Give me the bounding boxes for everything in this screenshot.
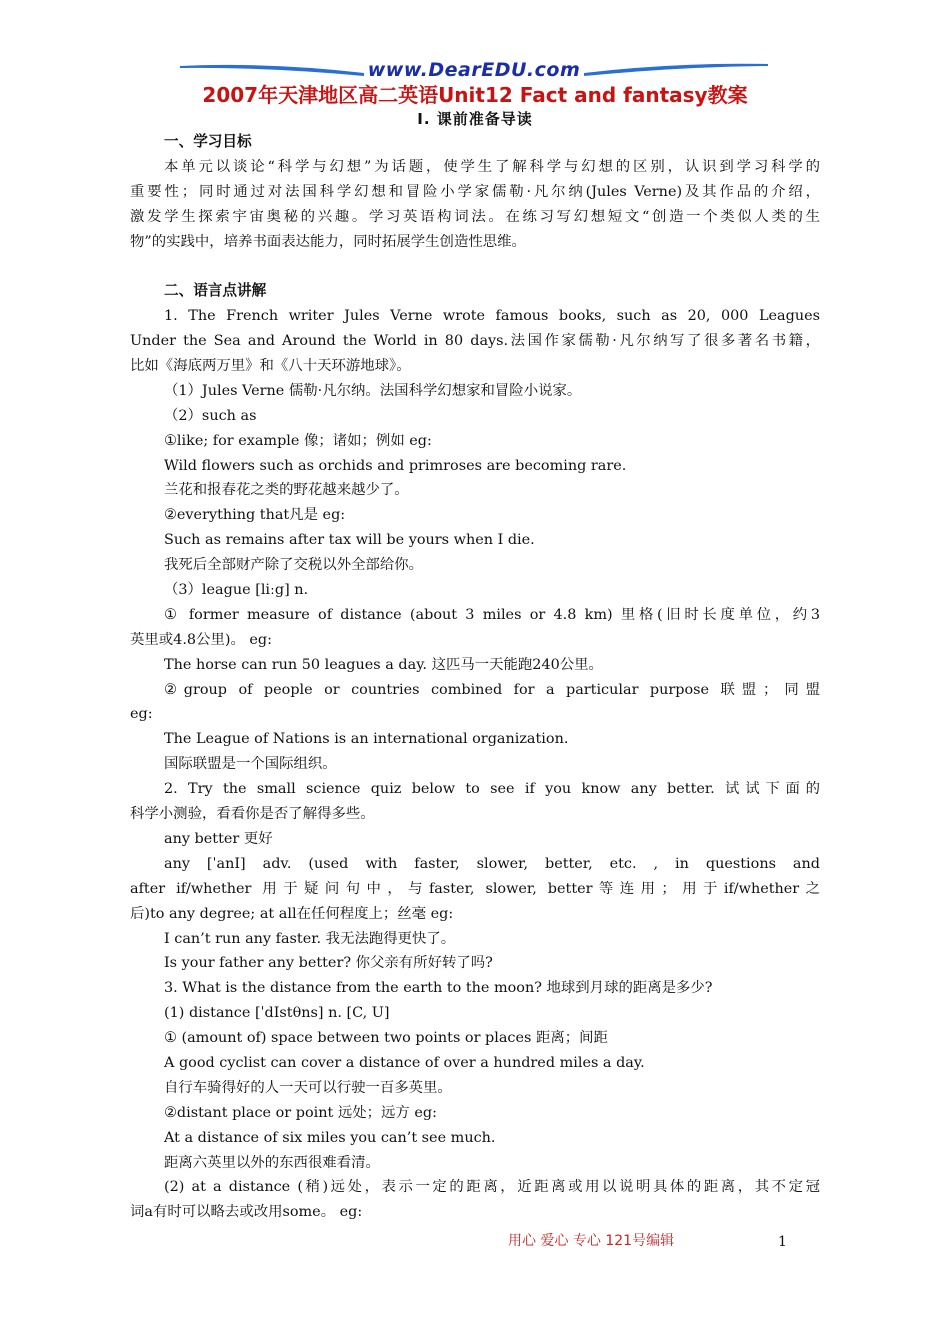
text-line: 科学小测验，看看你是否了解得多些。 (130, 806, 375, 823)
logo-text: www.DearEDU.com (367, 59, 581, 81)
text-line: 比如《海底两万里》和《八十天环游地球》。 (130, 358, 411, 375)
footer-slogan: 用心 爱心 专心 121号编辑 (508, 1233, 675, 1249)
text-line: Is your father any better? 你父亲有所好转了吗? (164, 955, 493, 972)
text-line: Wild flowers such as orchids and primroses are becoming rare. (164, 457, 627, 474)
text-line: ①like; for example 像；诸如；例如 eg: (164, 432, 432, 449)
text-line: （3）league [liːg] n. (164, 582, 309, 599)
text-line: 国际联盟是一个国际组织。 (164, 756, 337, 773)
document-title: 2007年天津地区高二英语Unit12 Fact and fantasy教案 (202, 83, 748, 107)
text-line: Under the Sea and Around the World in 80 days.法国作家儒勒·凡尔纳写了很多著名书籍， (130, 333, 820, 350)
blank-line (130, 254, 820, 279)
text-line: ②everything that凡是 eg: (164, 507, 346, 524)
text-line: I can’t run any faster. 我无法跑得更快了。 (164, 930, 456, 947)
text-line: after if/whether 用于疑问句中，与faster, slower, better等连用；用于if/whether之 (130, 880, 820, 897)
text-line: ②distant place or point 远处；远方 eg: (164, 1104, 437, 1121)
text-line: 兰花和报春花之类的野花越来越少了。 (164, 482, 409, 499)
text-line: 词a有时可以略去或改用some。 eg: (130, 1204, 363, 1221)
text-line: 英里或4.8公里)。 eg: (130, 631, 272, 648)
text-line: Such as remains after tax will be yours when I die. (164, 532, 535, 549)
text-line: 物”的实践中，培养书面表达能力，同时拓展学生创造性思维。 (130, 233, 526, 250)
text-line: 距离六英里以外的东西很难看清。 (164, 1154, 380, 1171)
text-line: 本单元以谈论“科学与幻想”为话题，使学生了解科学与幻想的区别，认识到学习科学的 (164, 158, 820, 175)
document-body (130, 130, 820, 1225)
text-line: any better 更好 (164, 830, 273, 847)
text-line: 1. The French writer Jules Verne wrote famous books, such as 20, 000 Leagues (164, 308, 820, 325)
text-line: ① (amount of) space between two points or places 距离；间距 (164, 1030, 608, 1047)
text-line: 自行车骑得好的人一天可以行驶一百多英里。 (164, 1079, 452, 1096)
text-line: 激发学生探索宇宙奥秘的兴趣。学习英语构词法。在练习写幻想短文“创造一个类似人类的生 (130, 208, 820, 225)
text-line: 我死后全部财产除了交税以外全部给你。 (164, 557, 424, 574)
text-line: any [ˈanI] adv. (used with faster, slower, better, etc. , in questions and (164, 855, 820, 872)
text-line: (2) at a distance (稍)远处，表示一定的距离，近距离或用以说明具体的距离，其不定冠 (164, 1179, 820, 1196)
text-line: The horse can run 50 leagues a day. 这匹马一天能跑240公里。 (164, 656, 603, 673)
subsection-heading: 二、语言点讲解 (164, 282, 267, 300)
page-number: 1 (778, 1234, 787, 1250)
text-line: （2）such as (164, 407, 257, 424)
text-line: ① former measure of distance (about 3 miles or 4.8 km) 里格(旧时长度单位，约3 (164, 606, 820, 623)
section-heading: Ⅰ. 课前准备导读 (417, 110, 533, 128)
text-line: 后)to any degree; at all在任何程度上；丝毫 eg: (130, 905, 454, 922)
text-line: ②group of people or countries combined for a particular purpose 联盟；同盟 (164, 681, 820, 698)
text-line: 3. What is the distance from the earth to the moon? 地球到月球的距离是多少? (164, 980, 713, 997)
text-line: 2. Try the small science quiz below to see if you know any better. 试试下面的 (164, 781, 820, 798)
text-line: （1）Jules Verne 儒勒·凡尔纳。法国科学幻想家和冒险小说家。 (164, 382, 582, 399)
text-line: eg: (130, 706, 153, 723)
text-line: The League of Nations is an international organization. (164, 731, 569, 748)
text-line: A good cyclist can cover a distance of over a hundred miles a day. (164, 1054, 645, 1071)
subsection-heading: 一、学习目标 (164, 133, 252, 150)
text-line: 重要性；同时通过对法国科学幻想和冒险小学家儒勒·凡尔纳(Jules Verne)及其作品的介绍， (130, 183, 820, 200)
text-line: (1) distance [ˈdIstθns] n. [C, U] (164, 1005, 390, 1022)
text-line: At a distance of six miles you can’t see much. (164, 1129, 496, 1146)
